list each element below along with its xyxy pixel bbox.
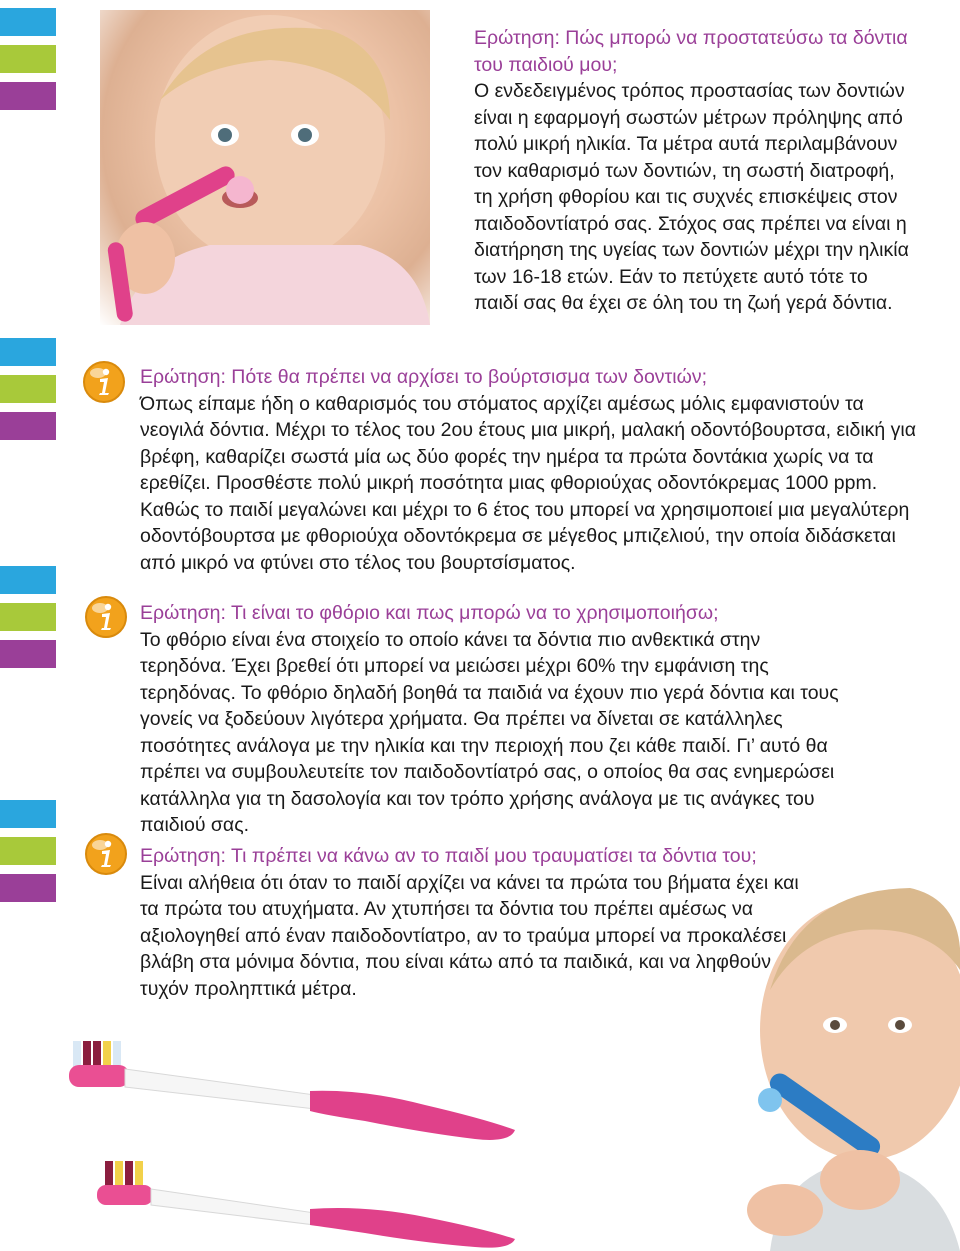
side-tab-green [0,45,56,73]
answer-text: Ο ενδεδειγμένος τρόπος προστασίας των δοντιών είναι η εφαρμογή σωστών μέτρων πρόληψης από πολύ μικρή ηλικία. Τα μέτρα αυτά περιλαμβάνουν τον καθαρισμό των δοντιών, τη σωστή διατροφή, τη χρήση φθορίου και τις συχνές επισκέψεις στον παιδοδοντίατρό σας. Στόχος σας πρέπει να είναι η διατήρηση της υγείας των δοντιών μέχρι την ηλικία των 16-18 ετών. Εάν το πετύχετε αυτό τότε το παιδί σας θα έχει σε όλη του τη ζωή γερά δόντια. [474,80,909,314]
side-tab-purple [0,412,56,440]
side-tab-blue [0,566,56,594]
baby-photo-top [100,10,430,325]
question-title: Ερώτηση: Τι είναι το φθόριο και πως μπορώ να το χρησιμοποιήσω; [140,602,719,624]
info-icon [84,832,128,876]
side-tabs-group-2 [0,338,56,449]
baby-illustration-top [100,10,430,325]
toothbrush-image-2 [65,1155,535,1251]
info-icon [82,360,126,404]
answer-text: Το φθόριο είναι ένα στοιχείο το οποίο κάνει τα δόντια πιο ανθεκτικά στην τερηδόνα. Έχει βρεθεί ότι μπορεί να μειώσει μέχρι 60% την εμφάνιση της τερηδόνας. Το φθόριο δηλαδή βοηθά τα παιδιά να έχουν πιο γερά δόντια και τους γονείς να ξοδεύουν λιγότερα χρήματα. Θα πρέπει να δίνεται σε κατάλληλες ποσότητες ανάλογα με την ηλικία και την περιοχή που ζει κάθε παιδί. Γι’ αυτό θα πρέπει να συμβουλευτείτε τον παιδοδοντίατρό σας, ο οποίος θα σας ενημερώσει κατάλληλα για τη δασολογία και τον τρόπο χρήσης ανάλογα με τις ανάγκες του παιδιού σας. [140,628,839,836]
side-tab-blue [0,338,56,366]
side-tab-blue [0,800,56,828]
toothbrush-image-1 [65,1035,535,1145]
question-title: Ερώτηση: Πότε θα πρέπει να αρχίσει το βούρτσισμα των δοντιών; [140,366,707,388]
side-tab-blue [0,8,56,36]
qa-section-1 [474,25,914,317]
qa-section-3 [140,600,840,839]
info-icon [84,595,128,639]
side-tab-green [0,603,56,631]
side-tab-green [0,837,56,865]
side-tab-green [0,375,56,403]
baby-photo-bottom [740,880,960,1251]
answer-text: Είναι αλήθεια ότι όταν το παιδί αρχίζει να κάνει τα πρώτα του βήματα έχει και τα πρώτα του ατυχήματα. Αν χτυπήσει τα δόντια του πρέπει αμέσως να αξιολογηθεί από έναν παιδοδοντίατρο, αν το τραύμα μπορεί να προκαλέσει βλάβη στα μόνιμα δόντια, που είναι κάτω από τα παιδικά, και να ληφθούν τυχόν προληπτικά μέτρα. [140,871,799,1000]
qa-section-2 [140,364,920,576]
question-title: Ερώτηση: Τι πρέπει να κάνω αν το παιδί μου τραυματίσει τα δόντια του; [140,845,757,867]
qa-section-4 [140,843,800,1002]
answer-text: Όπως είπαμε ήδη ο καθαρισμός του στόματος αρχίζει αμέσως μόλις εμφανιστούν τα νεογιλά δόντια. Μέχρι το τέλος του 2ου έτους μια μικρή, μαλακή οδοντόβουρτσα, ειδική για βρέφη, καθαρίζει σωστά μία ως δύο φορές την ημέρα τα πρώτα δοντάκια χωρίς να τα ερεθίζει. Προσθέστε πολύ μικρή ποσότητα μιας φθοριούχας οδοντόκρεμας 1000 ppm. Καθώς το παιδί μεγαλώνει και μέχρι το 6 έτος του μπορεί να χρησιμοποιεί μια μεγαλύτερη οδοντόβουρτσα με φθοριούχα οδοντόκρεμα σε μέγεθος μπιζελιού, την οποία διδάσκεται από μικρό να φτύνει στο τέλος του βουρτσίσματος. [140,392,917,574]
side-tab-purple [0,640,56,668]
side-tabs-group-4 [0,800,56,911]
side-tabs-group-3 [0,566,56,677]
side-tab-purple [0,874,56,902]
question-title: Ερώτηση: Πώς μπορώ να προστατεύσω τα δόντια του παιδιού μου; [474,27,908,76]
side-tabs-group-1 [0,8,56,119]
baby-illustration-bottom [740,880,960,1251]
side-tab-purple [0,82,56,110]
